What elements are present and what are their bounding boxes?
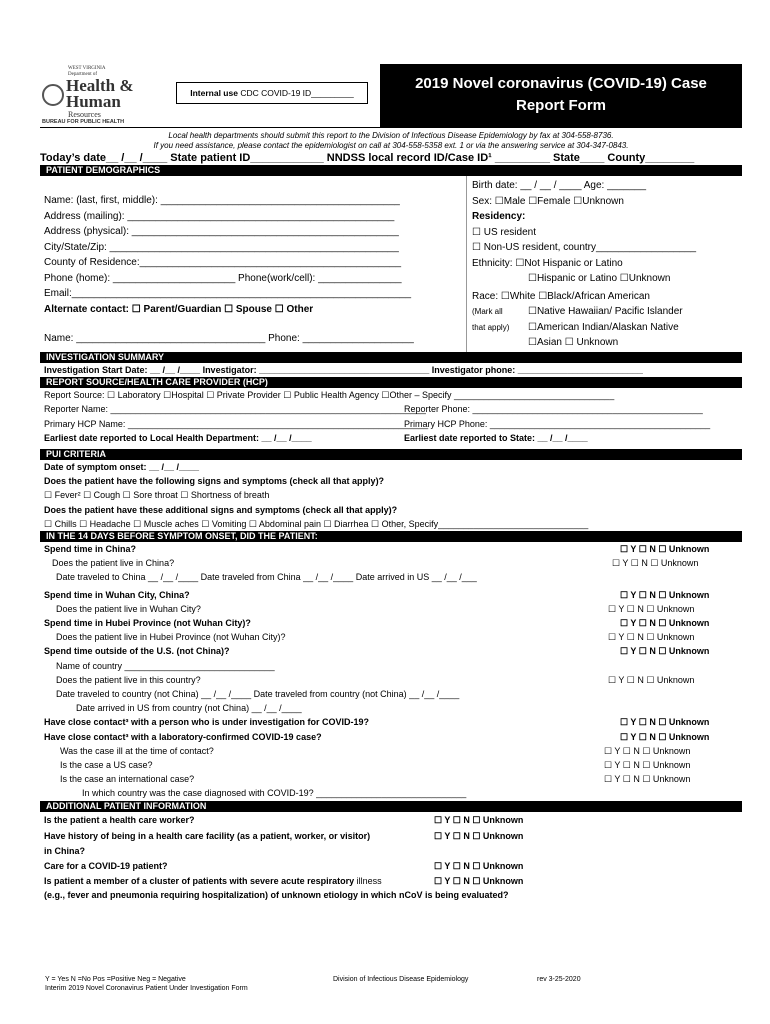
reporter-phone-field[interactable]: Reporter Phone: ______________________________________________ [404,404,703,415]
birth-date-age-field[interactable]: Birth date: __ / __ / ____ Age: _______ [472,180,647,191]
wuhan-question [44,588,742,602]
section-bar-pui: PUI CRITERIA [40,449,742,460]
demographics-right [472,178,742,351]
intl-case-question [44,772,742,786]
section-bar-additional: ADDITIONAL PATIENT INFORMATION [40,801,742,812]
china-question [44,542,742,556]
china-ynu[interactable]: ☐ Y ☐ N ☐ Unknown [620,544,710,555]
race-row-indian [472,320,742,336]
diagnosis-country-field[interactable]: In which country was the case diagnosed with COVID-19? ______________________________ [82,788,467,799]
cluster-ynu[interactable]: ☐ Y ☐ N ☐ Unknown [434,875,524,886]
race-row-hawaiian [472,304,742,320]
footer-revision: rev 3-25-2020 [537,976,581,983]
wuhan-live-question [44,602,742,616]
hcw-ynu[interactable]: ☐ Y ☐ N ☐ Unknown [434,814,524,825]
china-live-label: Does the patient live in China? [52,558,175,569]
care-ynu[interactable]: ☐ Y ☐ N ☐ Unknown [434,860,524,871]
name-field[interactable]: Name: (last, first, middle): ___________________________________________ [44,195,400,206]
section-bar-investigation: INVESTIGATION SUMMARY [40,352,742,363]
demographics-left [44,178,464,347]
ethnicity-options[interactable]: Ethnicity: ☐Not Hispanic or Latino [472,257,623,269]
case-id-row[interactable]: Today’s date__ /__ /____ State patient ID____________ NNDSS local record ID/Case ID¹ _________ State____ County________ [40,152,695,164]
logo-dept: Department of [68,72,98,77]
reporter-row [44,402,742,416]
logo-resources: Resources [68,110,101,119]
spacer [44,317,464,331]
country-live-ynu[interactable]: ☐ Y ☐ N ☐ Unknown [608,674,695,685]
country-dates-field[interactable]: Date traveled to country (not China) __ /__ /____ Date traveled from country (not China) __ /__ /____ [56,689,460,700]
native-hawaiian-checkbox[interactable]: ☐Native Hawaiian/ Pacific Islander [528,306,683,317]
city-state-zip-field[interactable]: City/State/Zip: ____________________________________________________ [44,241,399,253]
investigation-fields[interactable]: Investigation Start Date: __ /__ /____ Investigator: __________________________________ Investigator phone: _________________________ [44,365,643,375]
title-line-2: Report Form [516,97,606,114]
country-live-question [44,673,742,687]
title-line-1: 2019 Novel coronavirus (COVID-19) Case [415,75,707,92]
country-live-label: Does the patient live in this country? [56,674,201,685]
contact-pui-ynu[interactable]: ☐ Y ☐ N ☐ Unknown [620,717,710,728]
hubei-label: Spend time in Hubei Province (not Wuhan City)? [44,618,251,629]
hcp-name-field[interactable]: Primary HCP Name: ____________________________________________________________ [44,418,429,429]
logo-health: Health & [66,76,134,95]
case-ill-label: Was the case ill at the time of contact? [60,745,214,756]
footer-form-name: Interim 2019 Novel Coronavirus Patient Under Investigation Form [45,985,248,992]
internal-id: CDC COVID-19 ID_________ [237,88,354,98]
hcp-row [44,417,742,431]
county-field[interactable]: County of Residence:_______________________________________________ [44,257,402,268]
report-source-options[interactable]: Report Source: ☐ Laboratory ☐Hospital ☐ Private Provider ☐ Public Health Agency ☐Other – Specify ________________________________ [44,390,615,401]
mailing-address-field[interactable]: Address (mailing): ________________________________________________ [44,210,395,222]
email-field[interactable]: Email:_____________________________________________________________ [44,288,412,299]
symptoms-checkboxes[interactable]: ☐ Fever² ☐ Cough ☐ Sore throat ☐ Shortness of breath [44,490,270,501]
phone-field[interactable]: Phone (home): ______________________ Phone(work/cell): _______________ [44,272,402,284]
hcw-question [44,812,742,828]
hubei-live-label: Does the patient live in Hubei Province (not Wuhan City)? [56,632,286,643]
cluster-label: Is patient a member of a cluster of patients with severe acute respiratory [44,875,355,886]
china-dates-field[interactable]: Date traveled to China __ /__ /____ Date traveled from China __ /__ /____ Date arrived in US __ /__ /___ [56,572,477,583]
facility-ynu[interactable]: ☐ Y ☐ N ☐ Unknown [434,830,524,841]
contact-pui-question [44,715,742,729]
section-bar-demographics: PATIENT DEMOGRAPHICS [40,165,742,176]
demographics-section [40,176,742,352]
outside-us-ynu[interactable]: ☐ Y ☐ N ☐ Unknown [620,646,710,657]
internal-use-box[interactable] [176,82,368,104]
country-arrived-field[interactable]: Date arrived in US from country (not China) __ /__ /____ [76,703,302,714]
report-source-section [40,388,742,445]
race-apply-note: that apply) [472,322,510,332]
race-mark-note: (Mark all [472,307,503,316]
us-case-ynu[interactable]: ☐ Y ☐ N ☐ Unknown [604,760,691,771]
hubei-ynu[interactable]: ☐ Y ☐ N ☐ Unknown [620,618,710,629]
cluster-illness-label: illness [354,875,382,886]
outside-us-label: Spend time outside of the U.S. (not China)? [44,646,230,657]
care-label: Care for a COVID-19 patient? [44,860,168,871]
symptom-onset-field[interactable]: Date of symptom onset: __ /__ /____ [44,462,200,473]
us-case-question [44,758,742,772]
footer-legend: Y = Yes N =No Pos =Positive Neg = Negative [45,976,186,983]
additional-section [40,812,742,903]
earliest-dates-row [44,431,742,445]
contact-lab-question [44,730,742,744]
logo-state: WEST VIRGINIA [68,66,106,71]
wuhan-label: Spend time in Wuhan City, China? [44,589,190,600]
footer-division: Division of Infectious Disease Epidemiology [333,976,469,983]
facility-question [44,828,742,844]
intl-case-label: Is the case an international case? [60,774,195,785]
non-us-resident-field[interactable]: ☐ Non-US resident, country__________________ [472,242,697,253]
logo-bureau: BUREAU FOR PUBLIC HEALTH [42,119,125,125]
sex-options[interactable]: Sex: ☐Male ☐Female ☐Unknown [472,195,624,207]
report-form [40,64,742,902]
spacer [44,178,464,193]
hcp-phone-field[interactable]: Primary HCP Phone: ____________________________________________ [404,418,711,429]
contact-lab-label: Have close contact³ with a laboratory-confirmed COVID-19 case? [44,731,322,742]
facility-question-2: in China? [44,845,85,856]
cluster-question [44,874,742,888]
pui-section [40,460,742,531]
wuhan-ynu[interactable]: ☐ Y ☐ N ☐ Unknown [620,589,710,600]
country-name-field[interactable]: Name of country ______________________________ [56,660,275,671]
hubei-live-ynu[interactable]: ☐ Y ☐ N ☐ Unknown [608,632,695,643]
additional-symptoms-checkboxes[interactable]: ☐ Chills ☐ Headache ☐ Muscle aches ☐ Vomiting ☐ Abdominal pain ☐ Diarrhea ☐ Other, Specify______________________________ [44,518,589,529]
notice-line-1: Local health departments should submit this report to the Division of Infectious Disease Epidemiology by fax at 304-558-8736. [168,131,614,140]
ethnicity-options-2[interactable]: ☐Hispanic or Latino ☐Unknown [528,273,671,284]
physical-address-field[interactable]: Address (physical): ________________________________________________ [44,226,399,237]
cluster-question-2: (e.g., fever and pneumonia requiring hospitalization) of unknown etiology in which nCoV is being evaluated? [44,890,509,901]
race-options[interactable]: Race: ☐White ☐Black/African American [472,290,650,302]
page-footer [45,975,735,993]
case-ill-ynu[interactable]: ☐ Y ☐ N ☐ Unknown [604,745,691,756]
race-row-asian[interactable]: ☐Asian ☐ Unknown [528,337,619,348]
column-divider [466,176,467,352]
china-label: Spend time in China? [44,544,137,555]
case-ill-question [44,744,742,758]
care-question [44,858,742,874]
seal-icon [42,84,64,106]
wuhan-live-label: Does the patient live in Wuhan City? [56,603,201,614]
american-indian-checkbox[interactable]: ☐American Indian/Alaskan Native [528,321,679,333]
reporter-name-field[interactable]: Reporter Name: _______________________________________________________________ [44,404,426,415]
submission-notice [40,131,742,151]
hubei-question [44,616,742,630]
alternate-contact-options[interactable]: Alternate contact: ☐ Parent/Guardian ☐ Spouse ☐ Other [44,303,314,315]
travel-section [40,542,742,801]
residency-label: Residency: [472,211,526,222]
form-header [40,64,742,128]
contact-pui-label: Have close contact³ with a person who is under investigation for COVID-19? [44,717,370,728]
earliest-local-field[interactable]: Earliest date reported to Local Health Department: __ /__ /____ [44,432,312,443]
us-case-label: Is the case a US case? [60,760,153,771]
earliest-state-field[interactable]: Earliest date reported to State: __ /__ /____ [404,432,588,443]
wuhan-live-ynu[interactable]: ☐ Y ☐ N ☐ Unknown [608,603,695,614]
section-bar-14-days: IN THE 14 DAYS BEFORE SYMPTOM ONSET, DID THE PATIENT: [40,531,742,542]
internal-label: Internal use [190,88,238,98]
us-resident-checkbox[interactable]: ☐ US resident [472,226,536,238]
wv-dhhr-logo [42,66,160,124]
symptoms-question: Does the patient have the following signs and symptoms (check all that apply)? [44,476,385,487]
contact-lab-ynu[interactable]: ☐ Y ☐ N ☐ Unknown [620,731,710,742]
intl-case-ynu[interactable]: ☐ Y ☐ N ☐ Unknown [604,774,691,785]
china-live-question [44,556,742,570]
facility-label: Have history of being in a health care facility (as a patient, worker, or visitor) [44,830,371,841]
hubei-live-question [44,630,742,644]
form-title [380,64,742,128]
notice-line-2: If you need assistance, please contact the epidemiologist on call at 304-558-5358 ext. 1 or via the answering service at 304-347-0843. [153,141,629,150]
outside-us-question [44,644,742,658]
alternate-contact-name-field[interactable]: Name: __________________________________ Phone: ____________________ [44,333,414,344]
logo-human: Human [66,92,121,111]
section-bar-report-source: REPORT SOURCE/HEALTH CARE PROVIDER (HCP) [40,377,742,388]
hcw-label: Is the patient a health care worker? [44,814,195,825]
additional-symptoms-question: Does the patient have these additional signs and symptoms (check all that apply)? [44,504,398,515]
china-live-ynu[interactable]: ☐ Y ☐ N ☐ Unknown [612,558,699,569]
